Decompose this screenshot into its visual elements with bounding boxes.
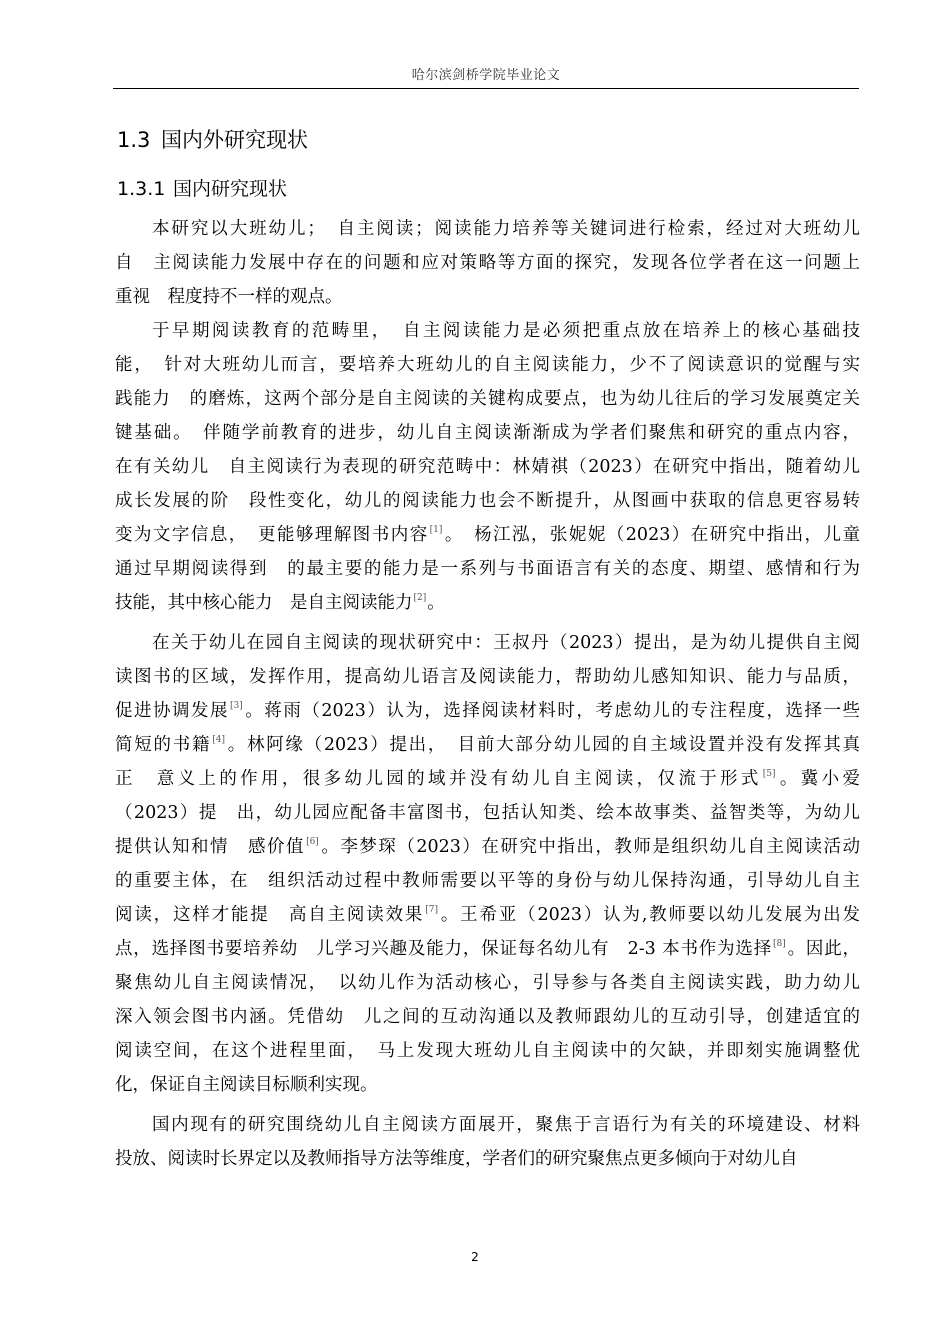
text-segment: 深入领会图书内涵。凭借幼 儿之间的互动沟通以及教师跟幼儿的互动引导，创建适宜的: [115, 1007, 860, 1027]
citation-marker: [3]: [230, 701, 243, 711]
section-number: 1.3: [117, 128, 151, 152]
text-segment: 点，选择图书要培养幼 儿学习兴趣及能力，保证每名幼儿有 2-3 本书作为选择: [115, 939, 773, 959]
text-segment: 通过早期阅读得到 的最主要的能力是一系列与书面语言有关的态度、期望、感情和行为: [115, 559, 860, 579]
text-segment: 成长发展的阶 段性变化，幼儿的阅读能力也会不断提升，从图画中获取的信息更容易转: [115, 491, 860, 511]
text-line: [115, 592, 860, 616]
text-line: [115, 558, 860, 582]
text-segment: 变为文字信息， 更能够理解图书内容: [115, 525, 429, 545]
text-segment: 阅读空间，在这个进程里面， 马上发现大班幼儿自主阅读中的欠缺，并即刻实施调整优: [115, 1041, 860, 1061]
text-segment: 简短的书籍: [115, 735, 212, 755]
section-title: 国内外研究现状: [161, 128, 308, 152]
text-segment: 技能，其中核心能力 是自主阅读能力: [115, 593, 413, 613]
text-line: [115, 666, 860, 690]
text-segment: 国内现有的研究围绕幼儿自主阅读方面展开，聚焦于言语行为有关的环境建设、材料: [152, 1115, 860, 1135]
text-line: [115, 1006, 860, 1030]
text-line: [115, 422, 860, 446]
text-line: [115, 286, 860, 310]
text-line: [152, 632, 860, 656]
text-line: [115, 354, 860, 378]
text-segment: 。 杨江泓，张妮妮（2023）在研究中指出，儿童: [443, 525, 860, 545]
text-segment: 。林阿缘（2023）提出， 目前大部分幼儿园的自主域设置并没有发挥其真: [225, 735, 860, 755]
page-number: 2: [471, 1250, 479, 1264]
text-line: [115, 734, 860, 758]
text-segment: 化，保证自主阅读目标顺利实现。: [115, 1075, 378, 1095]
citation-marker: [6]: [306, 837, 319, 847]
text-segment: 的重要主体，在 组织活动过程中教师需要以平等的身份与幼儿保持沟通，引导幼儿自主: [115, 871, 860, 891]
text-segment: 。李梦琛（2023）在研究中指出，教师是组织幼儿自主阅读活动: [319, 837, 860, 857]
text-segment: 聚焦幼儿自主阅读情况， 以幼儿作为活动核心，引导参与各类自主阅读实践，助力幼儿: [115, 973, 860, 993]
text-line: [115, 490, 860, 514]
text-segment: 。因此，: [786, 939, 860, 959]
text-line: [115, 1074, 860, 1098]
text-segment: 践能力 的磨炼，这两个部分是自主阅读的关键构成要点，也为幼儿往后的学习发展奠定关: [115, 389, 860, 409]
text-line: [115, 870, 860, 894]
text-line: [115, 1040, 860, 1064]
text-segment: 能， 针对大班幼儿而言，要培养大班幼儿的自主阅读能力，少不了阅读意识的觉醒与实: [115, 355, 860, 375]
text-line: [115, 768, 860, 792]
text-segment: 。王希亚（2023）认为,教师要以幼儿发展为出发: [439, 905, 860, 925]
text-segment: 提供认知和情 感价值: [115, 837, 306, 857]
citation-marker: [4]: [212, 735, 225, 745]
text-line: [115, 524, 860, 548]
text-segment: 投放、阅读时长界定以及教师指导方法等维度，学者们的研究聚焦点更多倾向于对幼儿自: [115, 1149, 798, 1169]
text-line: [152, 320, 860, 344]
text-segment: 正 意义上的作用，很多幼儿园的域并没有幼儿自主阅读，仅流于形式: [115, 769, 762, 789]
text-line: [115, 252, 860, 276]
text-segment: 重视 程度持不一样的观点。: [115, 287, 343, 307]
text-segment: 在关于幼儿在园自主阅读的现状研究中：王叔丹（2023）提出，是为幼儿提供自主阅: [152, 633, 860, 653]
text-segment: 于早期阅读教育的范畴里， 自主阅读能力是必须把重点放在培养上的核心基础技: [152, 321, 860, 341]
text-line: [115, 456, 860, 480]
text-line: [115, 700, 860, 724]
text-line: [152, 218, 860, 242]
text-line: [115, 938, 860, 962]
citation-marker: [8]: [773, 939, 786, 949]
citation-marker: [1]: [429, 525, 443, 535]
text-segment: 自 主阅读能力发展中存在的问题和应对策略等方面的探究，发现各位学者在这一问题上: [115, 253, 860, 273]
citation-marker: [5]: [762, 769, 776, 779]
text-segment: （2023）提 出，幼儿园应配备丰富图书，包括认知类、绘本故事类、益智类等，为幼儿: [115, 803, 860, 823]
subsection-number: 1.3.1: [117, 178, 166, 200]
text-segment: 阅读，这样才能提 高自主阅读效果: [115, 905, 425, 925]
text-line: [115, 1148, 860, 1172]
text-line: [115, 388, 860, 412]
text-line: [115, 904, 860, 928]
header-rule: [113, 88, 859, 89]
text-line: [152, 1114, 860, 1138]
section-heading: [117, 124, 308, 154]
subsection-title: 国内研究现状: [173, 178, 288, 200]
text-segment: 。蒋雨（2023）认为，选择阅读材料时，考虑幼儿的专注程度，选择一些: [243, 701, 861, 721]
text-line: [115, 972, 860, 996]
text-segment: 在有关幼儿 自主阅读行为表现的研究范畴中：林婧祺（2023）在研究中指出，随着幼儿: [115, 457, 860, 477]
text-segment: 读图书的区域，发挥作用，提高幼儿语言及阅读能力，帮助幼儿感知知识、能力与品质，: [115, 667, 860, 687]
text-segment: 键基础。 伴随学前教育的进步，幼儿自主阅读渐渐成为学者们聚焦和研究的重点内容，: [115, 423, 860, 443]
text-line: [115, 836, 860, 860]
text-line: [115, 802, 860, 826]
subsection-heading: [117, 174, 287, 201]
page-header: 哈尔滨剑桥学院毕业论文: [411, 68, 561, 83]
text-segment: 。冀小爱: [776, 769, 861, 789]
citation-marker: [2]: [413, 593, 427, 603]
text-segment: 本研究以大班幼儿； 自主阅读；阅读能力培养等关键词进行检索，经过对大班幼儿: [152, 219, 860, 239]
text-segment: 。: [427, 593, 445, 613]
citation-marker: [7]: [425, 905, 438, 915]
text-segment: 促进协调发展: [115, 701, 230, 721]
